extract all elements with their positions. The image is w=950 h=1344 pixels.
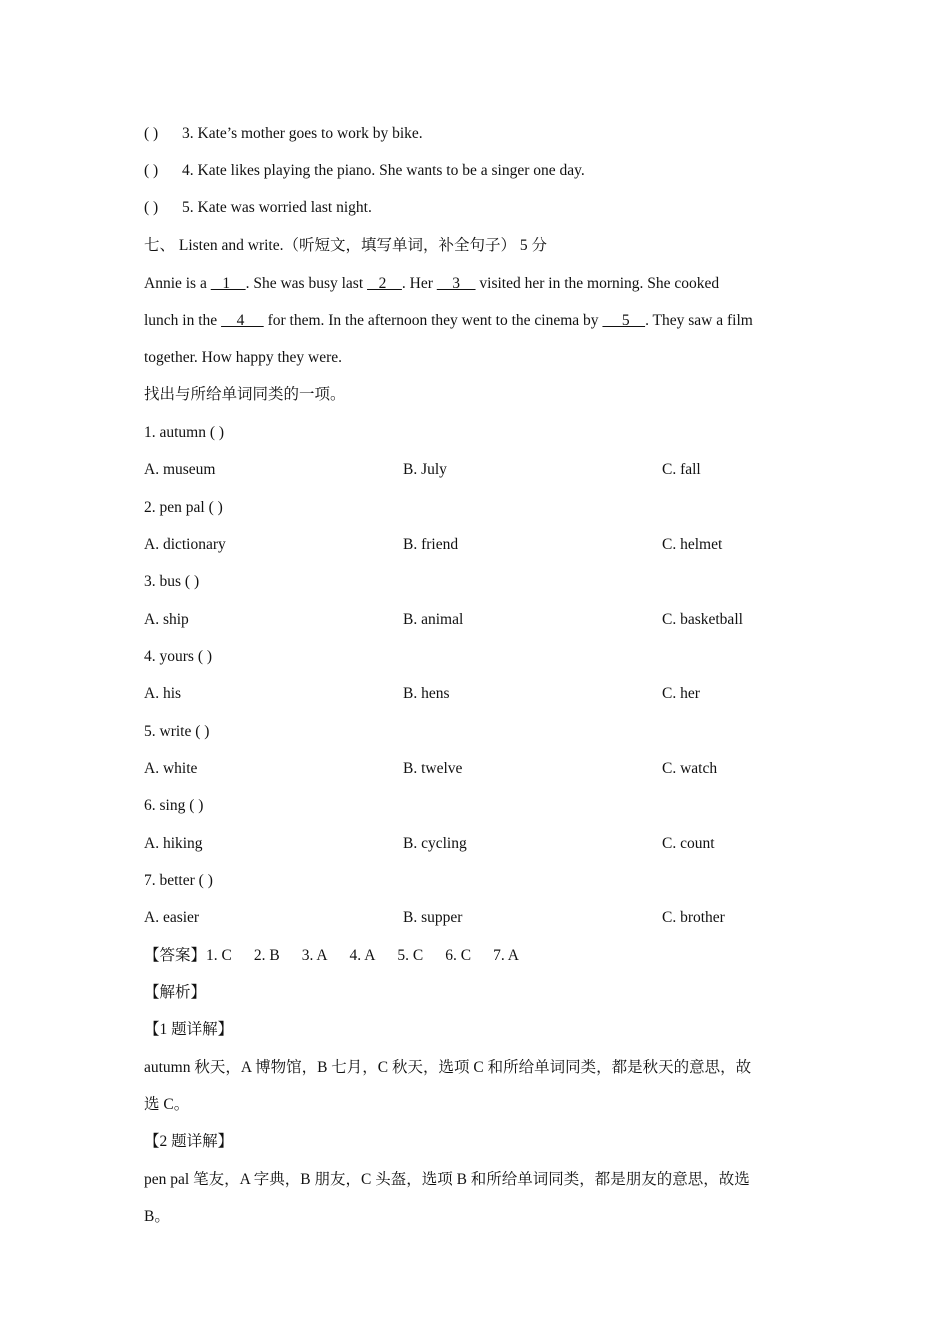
judgement-text: 3. Kate’s mother goes to work by bike.: [182, 125, 423, 142]
answer-parentheses: ( ): [144, 162, 159, 179]
answer-item: 5. C: [397, 947, 424, 964]
option-a: A. easier: [144, 909, 200, 926]
judgement-item-4: [144, 161, 585, 181]
blank-1: 1: [210, 275, 246, 292]
option-b: B. cycling: [403, 835, 467, 852]
question-options-6: [144, 834, 814, 854]
option-b: B. July: [403, 461, 447, 478]
blank-3: 3: [436, 275, 476, 292]
judgement-text: 5. Kate was worried last night.: [182, 199, 372, 216]
option-c: C. basketball: [662, 611, 743, 628]
question-options-1: [144, 460, 814, 480]
question-stem-1: 1. autumn ( ): [144, 424, 225, 441]
option-a: A. museum: [144, 461, 216, 478]
answer-item: 1. C: [206, 947, 232, 964]
option-b: B. friend: [403, 536, 459, 553]
answer-line: [144, 946, 519, 966]
cloze-line-3: together. How happy they were.: [144, 349, 342, 366]
cloze-text: for them. In the afternoon they went to the cinema by: [263, 312, 603, 329]
detail-text-2: pen pal 笔友，A 字典，B 朋友，C 头盔，选项 B 和所给单词同类，都是朋友的意思，故选: [144, 1171, 750, 1188]
answer-item: 6. C: [445, 947, 472, 964]
question-stem-3: 3. bus ( ): [144, 573, 200, 590]
cloze-text: lunch in the: [144, 312, 222, 329]
option-c: C. helmet: [662, 536, 723, 553]
cloze-text: Annie is a: [144, 275, 211, 292]
question-stem-7: 7. better ( ): [144, 872, 213, 889]
question-options-3: [144, 610, 814, 630]
answer-label: 【答案】: [144, 947, 207, 964]
section-seven-heading: 七、 Listen and write.（听短文，填写单词，补全句子） 5 分: [144, 237, 547, 254]
judgement-item-5: [144, 198, 372, 218]
option-c: C. her: [662, 685, 700, 702]
option-b: B. twelve: [403, 760, 463, 777]
cloze-text: visited her in the morning. She cooked: [475, 275, 720, 292]
question-options-7: [144, 908, 814, 928]
analysis-label: 【解析】: [144, 984, 207, 1001]
answer-parentheses: ( ): [144, 199, 159, 216]
question-options-4: [144, 684, 814, 704]
question-stem-2: 2. pen pal ( ): [144, 499, 223, 516]
cloze-text: . They saw a film: [645, 312, 753, 329]
answer-item: 4. A: [349, 947, 376, 964]
detail-text-2-cont: B。: [144, 1208, 170, 1225]
option-b: B. hens: [403, 685, 450, 702]
detail-text-1: autumn 秋天，A 博物馆，B 七月，C 秋天，选项 C 和所给单词同类，都是秋天的意思，故: [144, 1059, 752, 1076]
option-c: C. watch: [662, 760, 718, 777]
cloze-line-1: [144, 274, 719, 294]
question-options-5: [144, 759, 814, 779]
option-a: A. dictionary: [144, 536, 226, 553]
answer-item: 3. A: [301, 947, 328, 964]
blank-5: 5: [602, 312, 646, 329]
classify-instruction: 找出与所给单词同类的一项。: [144, 386, 346, 403]
answer-item: 2. B: [253, 947, 280, 964]
cloze-line-2: [144, 311, 753, 331]
option-b: B. animal: [403, 611, 464, 628]
option-c: C. brother: [662, 909, 725, 926]
detail-text-1-cont: 选 C。: [144, 1096, 190, 1113]
judgement-text: 4. Kate likes playing the piano. She wants to be a singer one day.: [182, 162, 585, 179]
cloze-text: . Her: [401, 275, 437, 292]
question-stem-5: 5. write ( ): [144, 723, 210, 740]
option-a: A. ship: [144, 611, 189, 628]
option-a: A. his: [144, 685, 182, 702]
cloze-text: . She was busy last: [245, 275, 368, 292]
option-b: B. supper: [403, 909, 463, 926]
option-c: C. count: [662, 835, 715, 852]
option-a: A. hiking: [144, 835, 203, 852]
question-stem-6: 6. sing ( ): [144, 797, 204, 814]
judgement-item-3: [144, 124, 423, 144]
blank-4: 4: [221, 312, 264, 329]
question-options-2: [144, 535, 814, 555]
answer-item: 7. A: [493, 947, 519, 964]
blank-2: 2: [367, 275, 402, 292]
option-a: A. white: [144, 760, 198, 777]
detail-title-1: 【1 题详解】: [144, 1021, 234, 1038]
question-stem-4: 4. yours ( ): [144, 648, 213, 665]
detail-title-2: 【2 题详解】: [144, 1133, 234, 1150]
option-c: C. fall: [662, 461, 701, 478]
answer-parentheses: ( ): [144, 125, 159, 142]
